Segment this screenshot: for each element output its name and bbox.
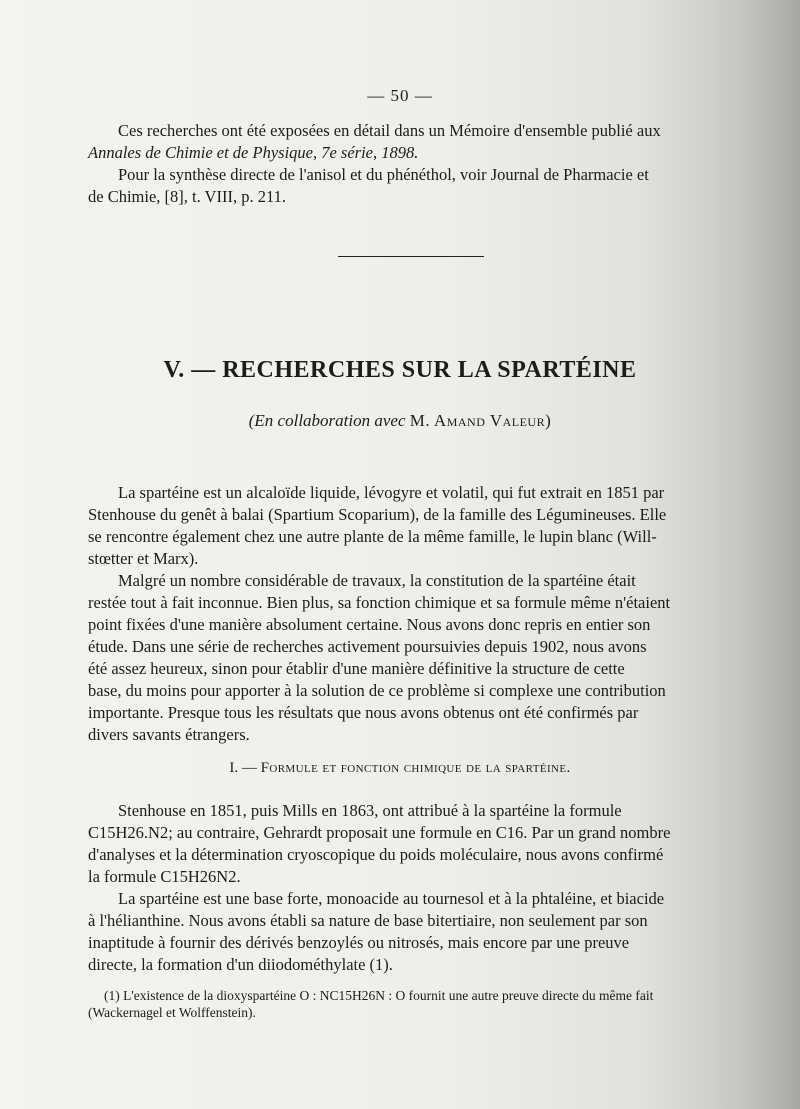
- p2-line-4: étude. Dans une série de recherches activement poursuivies depuis 1902, nous avons: [88, 637, 647, 656]
- p2-line-2: restée tout à fait inconnue. Bien plus, sa fonction chimique et sa formule même n'étaient: [88, 593, 671, 612]
- footnote-line-2: (Wackernagel et Wolffenstein).: [88, 1005, 256, 1020]
- p1-line-1: La spartéine est un alcaloïde liquide, lévogyre et volatil, qui fut extrait en 1851 par: [118, 483, 665, 502]
- chapter-title: V. — RECHERCHES SUR LA SPARTÉINE: [163, 357, 637, 383]
- p2-line-7: importante. Presque tous les résultats que nous avons obtenus ont été confirmés par: [88, 703, 639, 722]
- intro-line-1: Ces recherches ont été exposées en détail dans un Mémoire d'ensemble publié aux: [118, 121, 661, 140]
- p1-line-4: stœtter et Marx).: [88, 549, 199, 568]
- intro-line-3: Pour la synthèse directe de l'anisol et du phénéthol, voir Journal de Pharmacie et: [118, 165, 649, 184]
- footnote: [88, 987, 744, 1021]
- p2-line-8: divers savants étrangers.: [88, 725, 250, 744]
- p3-line-1: Stenhouse en 1851, puis Mills en 1863, ont attribué à la spartéine la formule: [118, 801, 622, 820]
- section-heading: [0, 760, 800, 777]
- p3-line-2: C15H26.N2; au contraire, Gehrardt proposait une formule en C16. Par un grand nombre: [88, 823, 671, 842]
- section-number: I. —: [229, 760, 257, 776]
- intro-line-2: Annales de Chimie et de Physique, 7e série, 1898.: [88, 143, 419, 162]
- p4-line-3: inaptitude à fournir des dérivés benzoylés ou nitrosés, mais encore par une preuve: [88, 933, 630, 952]
- intro-paragraph: [88, 120, 716, 208]
- page-number: — 50 —: [367, 86, 433, 105]
- p2-line-1: Malgré un nombre considérable de travaux, la constitution de la spartéine était: [118, 571, 636, 590]
- p4-line-4: directe, la formation d'un diiodométhylate (1).: [88, 955, 393, 974]
- p2-line-3: point fixées d'une manière absolument certaine. Nous avons donc repris en entier son: [88, 615, 651, 634]
- p2-line-6: base, du moins pour apporter à la solution de ce problème si complexe une contribution: [88, 681, 666, 700]
- collaboration-prefix: (En collaboration avec: [248, 411, 406, 430]
- section-title: Formule et fonction chimique de la spartéine.: [260, 760, 571, 776]
- p3-line-4: la formule C15H26N2.: [88, 867, 241, 886]
- collaborator-name: M. Amand Valeur): [409, 411, 552, 430]
- footnote-line-1: (1) L'existence de la dioxyspartéine O : NC15H26N : O fournit une autre preuve directe du même fait: [104, 988, 654, 1003]
- p2-line-5: été assez heureux, sinon pour établir d'une manière définitive la structure de cette: [88, 659, 625, 678]
- p4-line-1: La spartéine est une base forte, monoacide au tournesol et à la phtaléine, et biacide: [118, 889, 665, 908]
- p4-line-2: à l'hélianthine. Nous avons établi sa nature de base bitertiaire, non seulement par son: [88, 911, 648, 930]
- collaboration-line: [0, 411, 800, 431]
- body-paragraph-3: [88, 800, 728, 888]
- p1-line-2: Stenhouse du genêt à balai (Spartium Scoparium), de la famille des Légumineuses. Elle: [88, 505, 667, 524]
- p1-line-3: se rencontre également chez une autre plante de la même famille, le lupin blanc (Will-: [88, 527, 657, 546]
- p3-line-3: d'analyses et la détermination cryoscopique du poids moléculaire, nous avons confirmé: [88, 845, 664, 864]
- body-paragraph-1: [88, 482, 724, 570]
- body-paragraph-2: [88, 570, 724, 746]
- body-paragraph-4: [88, 888, 728, 976]
- intro-line-4: de Chimie, [8], t. VIII, p. 211.: [88, 187, 286, 206]
- section-divider: [338, 256, 484, 257]
